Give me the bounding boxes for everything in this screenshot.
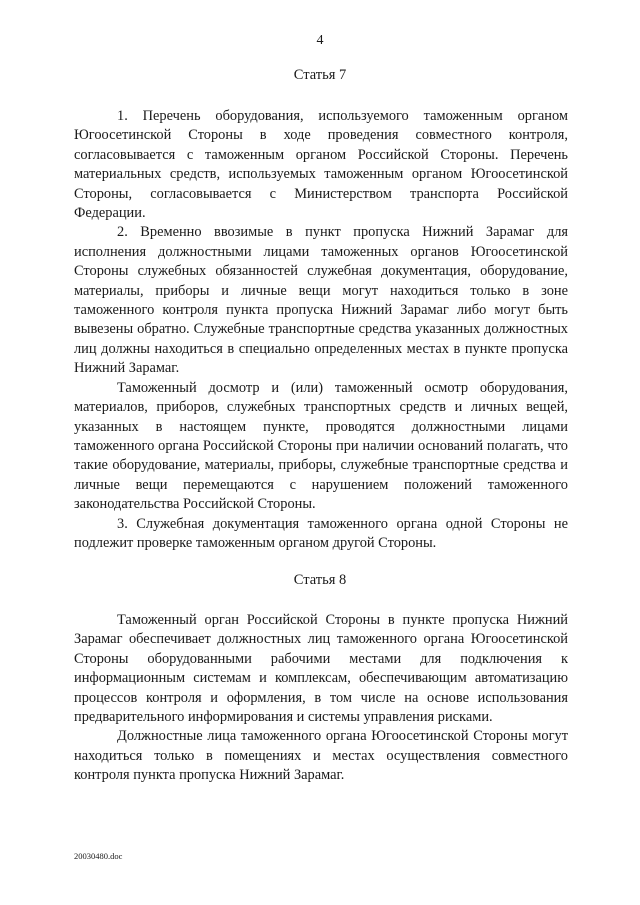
document-file-code: 20030480.doc [74,851,123,861]
article-8-paragraph-1: Таможенный орган Российской Стороны в пункте пропуска Нижний Зарамаг обеспечивает должностных лиц таможенного органа Югоосетинской Стороны оборудованными рабочими местами для подключения к информационным системам и комплексам, обеспечивающим автоматизацию процессов контроля и оформления, в том числе на основе использования предварительного информирования и системы управления рисками. [74,612,568,726]
article-8-title: Статья 8 [293,572,347,588]
article-7-paragraph-2: 2. Временно ввозимые в пункт пропуска Нижний Зарамаг для исполнения должностными лицами таможенных органов Югоосетинской Стороны служебных обязанностей служебная документация, оборудование, материалы, приборы и личные вещи могут находиться только в зоне таможенного контроля пункта пропуска Нижний Зарамаг либо могут быть вывезены обратно. Служебные транспортные средства указанных должностных лиц должны находиться в специально определенных местах в пункте пропуска Нижний Зарамаг. [74,224,568,377]
article-8-paragraph-2: Должностные лица таможенного органа Югоосетинской Стороны могут находиться только в помещениях и местах осуществления совместного контроля пункта пропуска Нижний Зарамаг. [74,728,568,784]
article-7-title: Статья 7 [293,67,347,83]
article-7-body [74,107,568,553]
article-7-paragraph-1: 1. Перечень оборудования, используемого таможенным органом Югоосетинской Стороны в ходе проведения совместного контроля, согласовывается с таможенным органом Российской Стороны. Перечень материальных средств, используемых таможенным органом Югоосетинской Стороны, согласовывается с Министерством транспорта Российской Федерации. [74,108,568,222]
article-8-body [74,611,568,786]
page-number: 4 [316,33,324,48]
article-7-paragraph-3: Таможенный досмотр и (или) таможенный осмотр оборудования, материалов, приборов, служебных транспортных средств и личных вещей, указанных в настоящем пункте, проводятся должностными лицами таможенного органа Российской Стороны при наличии оснований полагать, что такие оборудование, материалы, приборы, служебные транспортные средства и личные вещи перемещаются с нарушением положений таможенного законодательства Российской Стороны. [74,379,568,513]
article-7-paragraph-4: 3. Служебная документация таможенного органа одной Стороны не подлежит проверке таможенным органом другой Стороны. [74,515,568,551]
